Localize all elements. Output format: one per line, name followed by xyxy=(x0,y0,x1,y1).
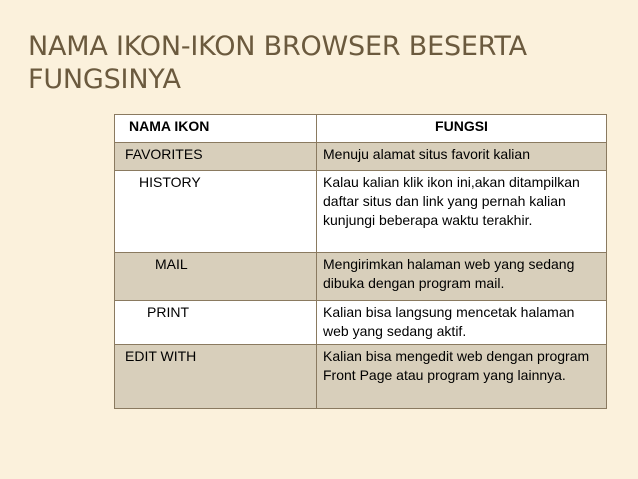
slide-title xyxy=(28,30,618,96)
slide-title-line-1: NAMA IKON-IKON BROWSER BESERTA xyxy=(28,31,527,62)
header-nama-ikon: NAMA IKON xyxy=(115,115,317,143)
function-cell: Menuju alamat situs favorit kalian xyxy=(317,143,607,170)
function-cell: Mengirimkan halaman web yang sedang dibuka dengan program mail. xyxy=(317,253,607,300)
slide-title-line-2: FUNGSINYA xyxy=(28,64,181,95)
table-row xyxy=(115,300,607,344)
function-cell: Kalau kalian klik ikon ini,akan ditampilkan daftar situs dan link yang pernah kalian kunjungi beberapa waktu terakhir. xyxy=(317,170,607,253)
icon-name-cell: PRINT xyxy=(115,300,317,344)
table-row xyxy=(115,345,607,409)
icon-name-cell: MAIL xyxy=(115,253,317,300)
table-row xyxy=(115,170,607,253)
icon-name-cell: FAVORITES xyxy=(115,143,317,170)
icon-name-cell: EDIT WITH xyxy=(115,345,317,409)
table-row xyxy=(115,143,607,170)
header-fungsi: FUNGSI xyxy=(317,115,607,143)
icon-function-table xyxy=(114,114,607,409)
function-cell: Kalian bisa mengedit web dengan program Front Page atau program yang lainnya. xyxy=(317,345,607,409)
icon-name-cell: HISTORY xyxy=(115,170,317,253)
table-row xyxy=(115,253,607,300)
icon-function-table-container xyxy=(114,114,606,409)
table-header-row xyxy=(115,115,607,143)
function-cell: Kalian bisa langsung mencetak halaman web yang sedang aktif. xyxy=(317,300,607,344)
